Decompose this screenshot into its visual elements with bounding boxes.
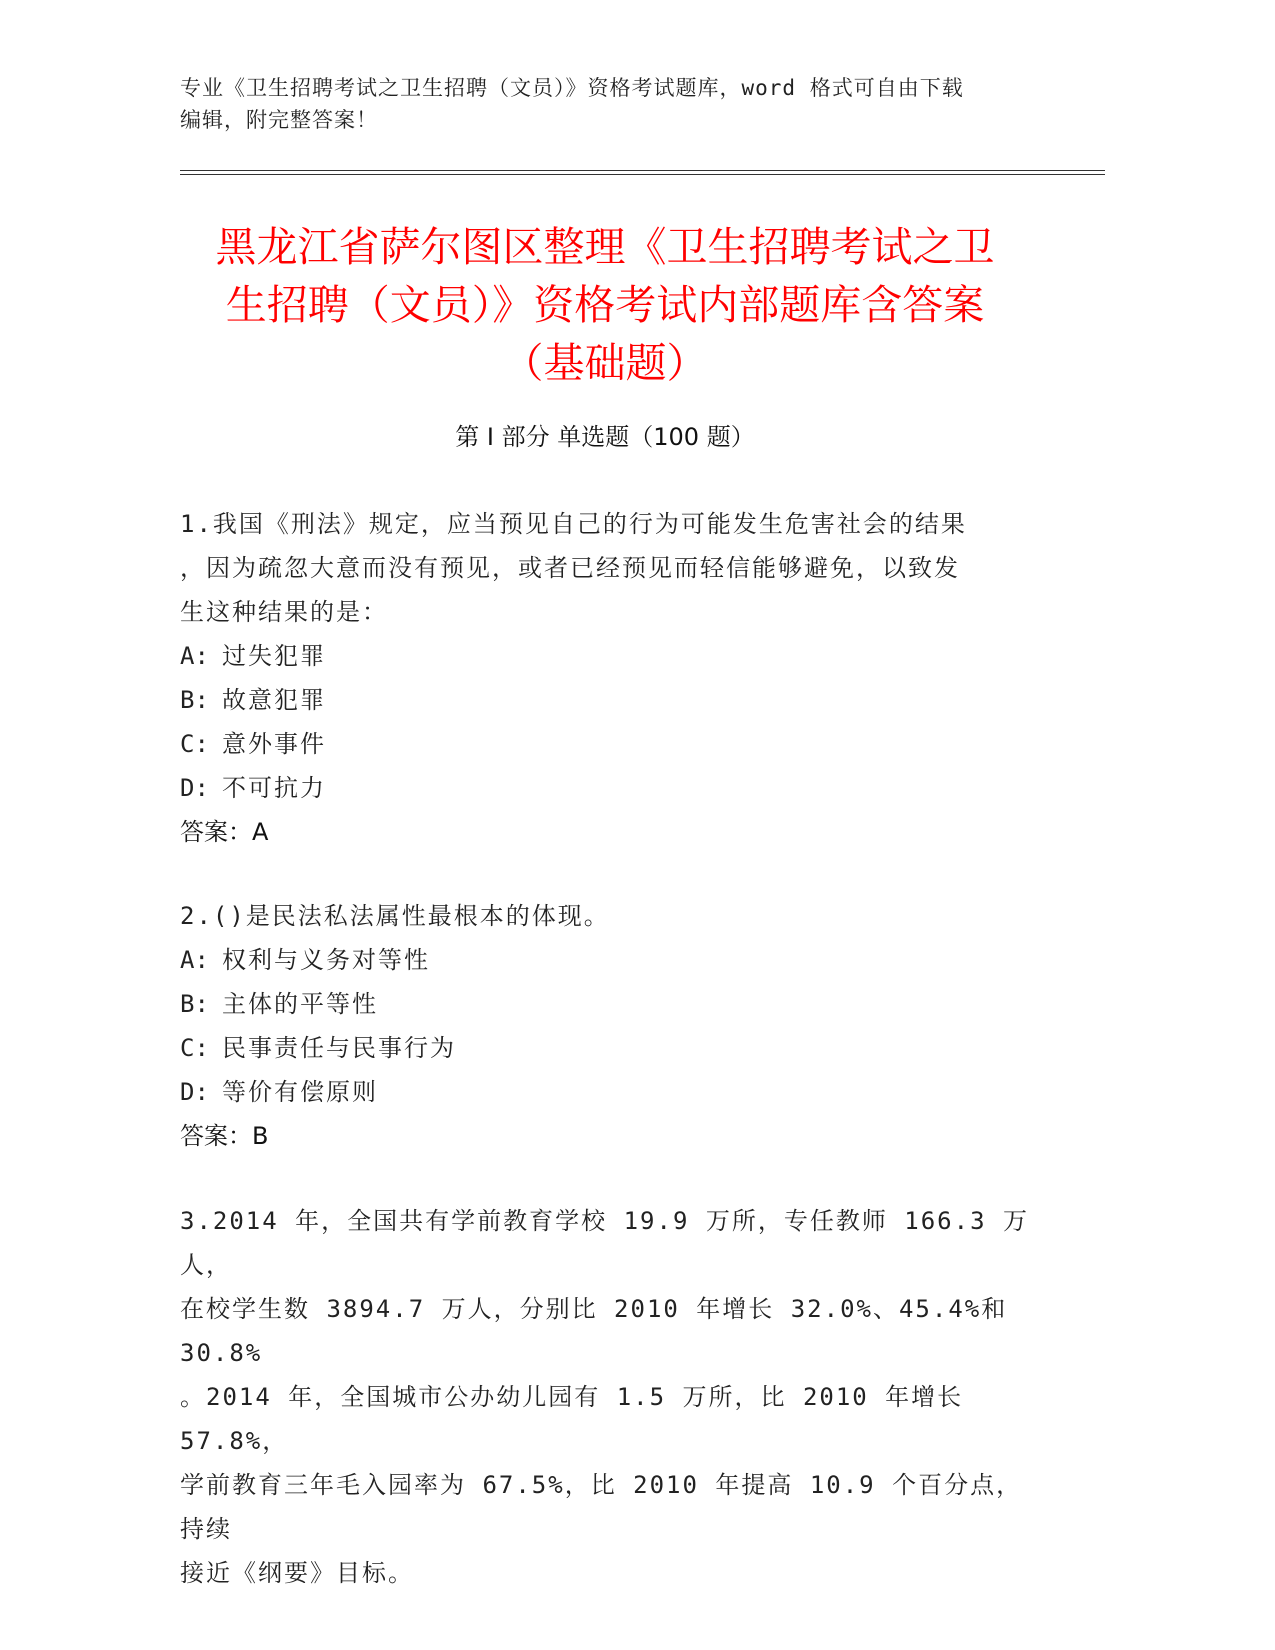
question-text: 在校学生数 3894.7 万人，分别比 2010 年增长 32.0%、45.4%和 30.8%: [180, 1295, 1008, 1367]
question-text: 3.2014 年，全国共有学前教育学校 19.9 万所，专任教师 166.3 万人，: [180, 1207, 1029, 1279]
option-key: D:: [180, 774, 209, 802]
option-text: 等价有偿原则: [222, 1078, 378, 1106]
question-2: [180, 894, 1040, 1158]
option-c: [180, 1026, 1040, 1070]
title-line: 黑龙江省萨尔图区整理《卫生招聘考试之卫: [215, 223, 995, 271]
question-3: [180, 1199, 1040, 1595]
option-d: [180, 766, 1040, 810]
option-text: 权利与义务对等性: [222, 946, 430, 974]
question-text: 1.我国《刑法》规定，应当预见自己的行为可能发生危害社会的结果: [180, 510, 967, 538]
option-d: [180, 1070, 1040, 1114]
option-b: [180, 678, 1040, 722]
option-key: B:: [180, 686, 209, 714]
question-text: 。2014 年，全国城市公办幼儿园有 1.5 万所，比 2010 年增长 57.8%，: [180, 1383, 964, 1455]
header-note-line: 编辑，附完整答案！: [180, 108, 378, 132]
option-key: C:: [180, 1034, 209, 1062]
option-key: A:: [180, 946, 209, 974]
option-a: [180, 634, 1040, 678]
option-key: D:: [180, 1078, 209, 1106]
option-text: 过失犯罪: [222, 642, 326, 670]
header-note-line: 专业《卫生招聘考试之卫生招聘（文员）》资格考试题库，word 格式可自由下载: [180, 76, 964, 100]
header-note: [180, 72, 1060, 136]
question-text: 生这种结果的是：: [180, 598, 388, 626]
option-a: [180, 938, 1040, 982]
question-text: 学前教育三年毛入园率为 67.5%，比 2010 年提高 10.9 个百分点，持续: [180, 1471, 1023, 1543]
answer: 答案：A: [180, 818, 269, 846]
document-title: [185, 218, 1025, 392]
option-text: 意外事件: [222, 730, 326, 758]
option-c: [180, 722, 1040, 766]
title-line: （基础题）: [502, 339, 708, 387]
question-1: [180, 502, 1040, 854]
option-text: 主体的平等性: [222, 990, 378, 1018]
option-key: A:: [180, 642, 209, 670]
header-divider: [180, 170, 1105, 175]
option-text: 民事责任与民事行为: [222, 1034, 456, 1062]
option-key: C:: [180, 730, 209, 758]
title-line: 生招聘（文员）》资格考试内部题库含答案: [225, 281, 985, 329]
question-text: 2.()是民法私法属性最根本的体现。: [180, 902, 610, 930]
answer: 答案：B: [180, 1122, 269, 1150]
question-text: 接近《纲要》目标。: [180, 1559, 414, 1587]
option-b: [180, 982, 1040, 1026]
option-key: B:: [180, 990, 209, 1018]
option-text: 故意犯罪: [222, 686, 326, 714]
section-heading: 第 I 部分 单选题（100 题）: [455, 423, 755, 451]
option-text: 不可抗力: [222, 774, 326, 802]
question-text: ，因为疏忽大意而没有预见，或者已经预见而轻信能够避免，以致发: [180, 554, 960, 582]
